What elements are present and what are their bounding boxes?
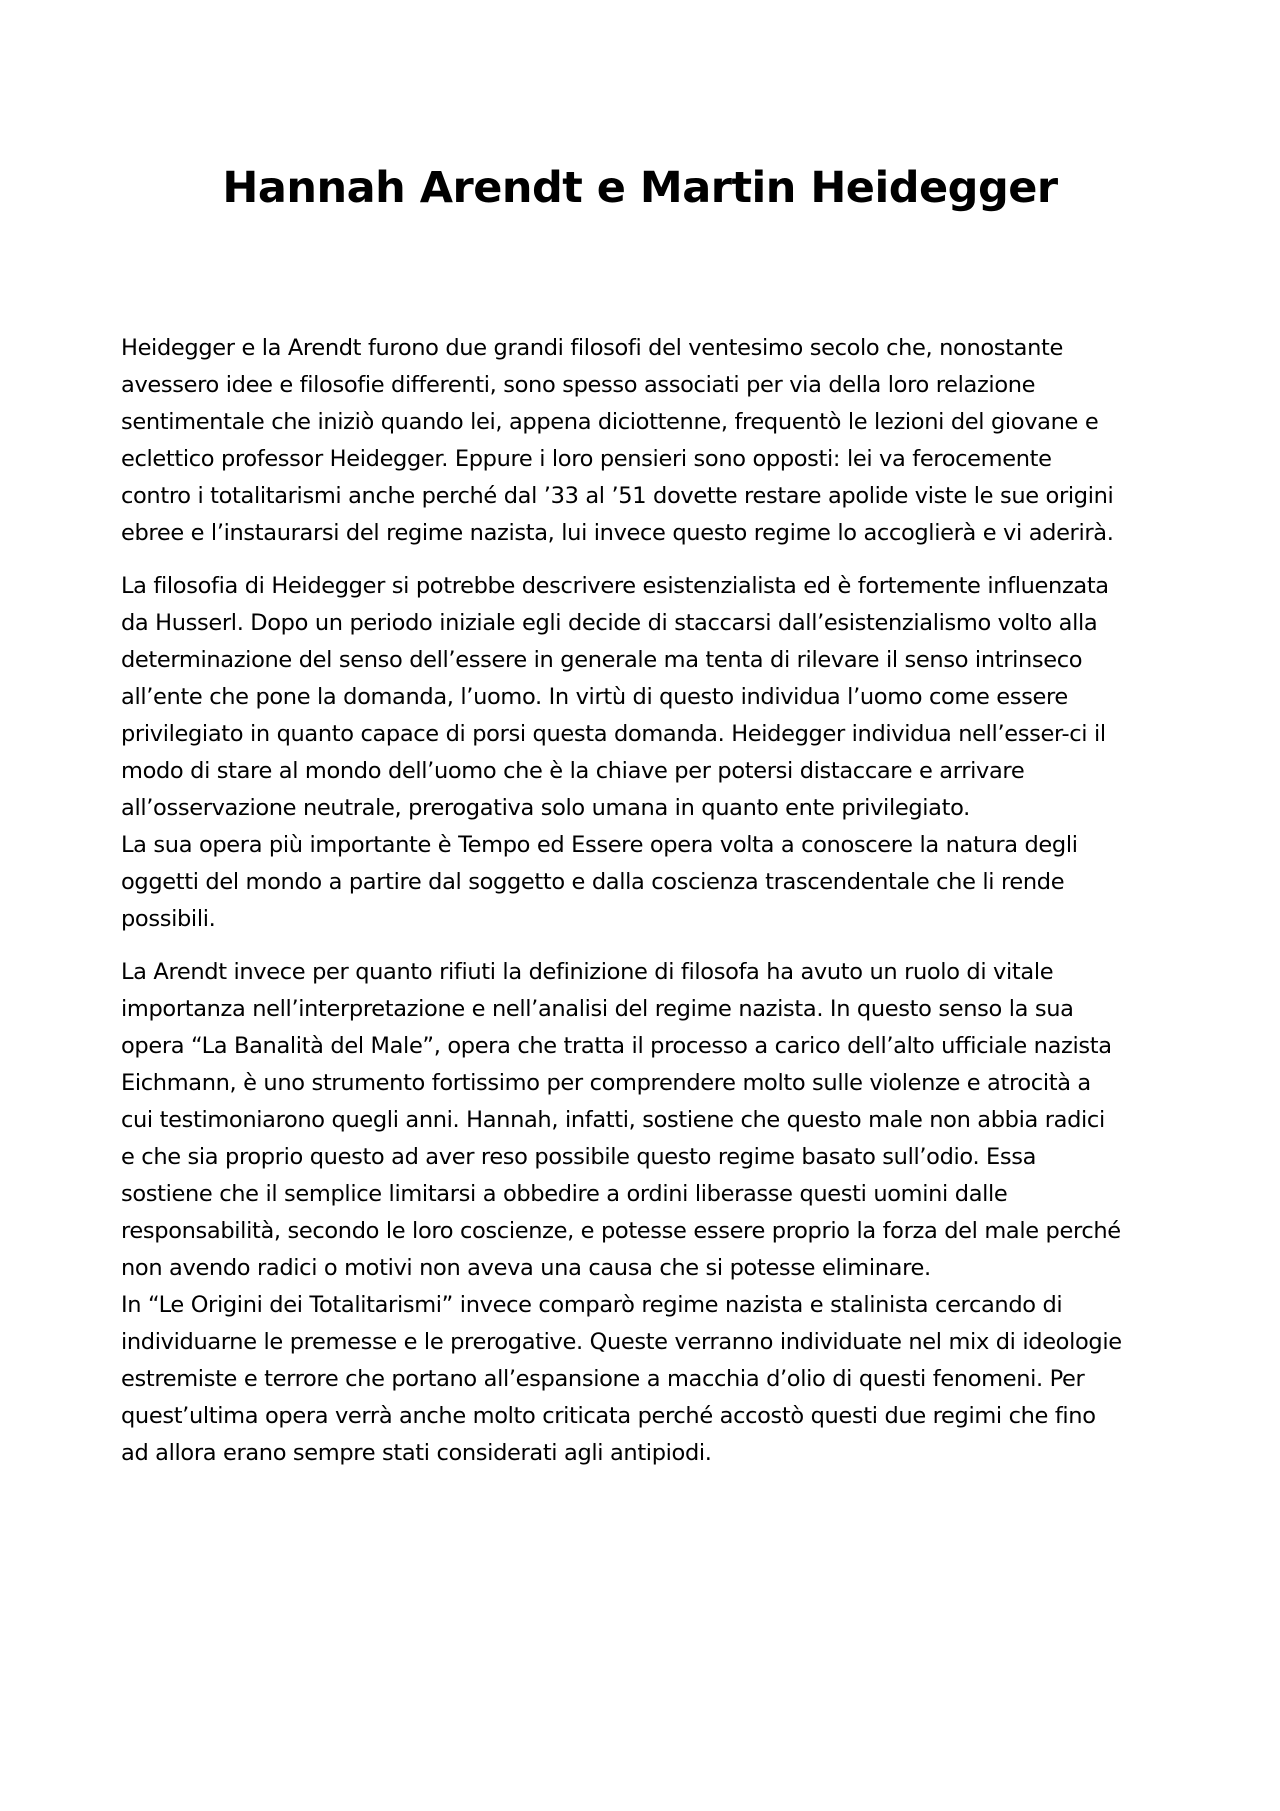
text-line: determinazione del senso dell’essere in generale ma tenta di rilevare il senso intrinseco [121,647,1083,673]
text-line: sostiene che il semplice limitarsi a obbedire a ordini liberasse questi uomini dalle [121,1181,1008,1207]
text-line: cui testimoniarono quegli anni. Hannah, infatti, sostiene che questo male non abbia radici [121,1107,1105,1133]
text-line: importanza nell’interpretazione e nell’analisi del regime nazista. In questo senso la sua [121,996,1074,1022]
text-line: eclettico professor Heidegger. Eppure i loro pensieri sono opposti: lei va ferocemente [121,446,1052,472]
text-line: oggetti del mondo a partire dal soggetto e dalla coscienza trascendentale che li rende [121,869,1065,895]
text-line: modo di stare al mondo dell’uomo che è la chiave per potersi distaccare e arrivare [121,758,1025,784]
text-line: In “Le Origini dei Totalitarismi” invece comparò regime nazista e stalinista cercando di [121,1292,1063,1318]
paragraph-3 [121,954,1171,1472]
text-line: non avendo radici o motivi non aveva una causa che si potesse eliminare. [121,1255,931,1281]
text-line: La sua opera più importante è Tempo ed Essere opera volta a conoscere la natura degli [121,832,1078,858]
text-line: opera “La Banalità del Male”, opera che tratta il processo a carico dell’alto ufficiale nazista [121,1033,1112,1059]
text-line: Heidegger e la Arendt furono due grandi filosofi del ventesimo secolo che, nonostante [121,335,1063,361]
paragraph-2 [121,568,1171,938]
text-line: sentimentale che iniziò quando lei, appena diciottenne, frequentò le lezioni del giovane e [121,409,1099,435]
text-line: Eichmann, è uno strumento fortissimo per comprendere molto sulle violenze e atrocità a [121,1070,1091,1096]
paragraph-1 [121,330,1171,552]
text-line: possibili. [121,906,216,932]
text-line: ad allora erano sempre stati considerati agli antipiodi. [121,1440,712,1466]
document-title: Hannah Arendt e Martin Heidegger [222,163,1058,213]
text-line: avessero idee e filosofie differenti, sono spesso associati per via della loro relazione [121,372,1036,398]
text-line: ebree e l’instaurarsi del regime nazista, lui invece questo regime lo accoglierà e vi aderirà. [121,520,1114,546]
text-line: estremiste e terrore che portano all’espansione a macchia d’olio di questi fenomeni. Per [121,1366,1085,1392]
text-line: La filosofia di Heidegger si potrebbe descrivere esistenzialista ed è fortemente influenzata [121,573,1109,599]
text-line: responsabilità, secondo le loro coscienze, e potesse essere proprio la forza del male perché [121,1218,1121,1244]
text-line: all’ente che pone la domanda, l’uomo. In virtù di questo individua l’uomo come essere [121,684,1068,710]
text-line: La Arendt invece per quanto rifiuti la definizione di filosofa ha avuto un ruolo di vitale [121,959,1054,985]
document-body [121,330,1171,1488]
text-line: quest’ultima opera verrà anche molto criticata perché accostò questi due regimi che fino [121,1403,1096,1429]
text-line: e che sia proprio questo ad aver reso possibile questo regime basato sull’odio. Essa [121,1144,1037,1170]
text-line: contro i totalitarismi anche perché dal ’33 al ’51 dovette restare apolide viste le sue origini [121,483,1114,509]
text-line: da Husserl. Dopo un periodo iniziale egli decide di staccarsi dall’esistenzialismo volto alla [121,610,1098,636]
text-line: individuarne le premesse e le prerogative. Queste verranno individuate nel mix di ideologie [121,1329,1122,1355]
text-line: all’osservazione neutrale, prerogativa solo umana in quanto ente privilegiato. [121,795,970,821]
text-line: privilegiato in quanto capace di porsi questa domanda. Heidegger individua nell’esser-ci il [121,721,1106,747]
